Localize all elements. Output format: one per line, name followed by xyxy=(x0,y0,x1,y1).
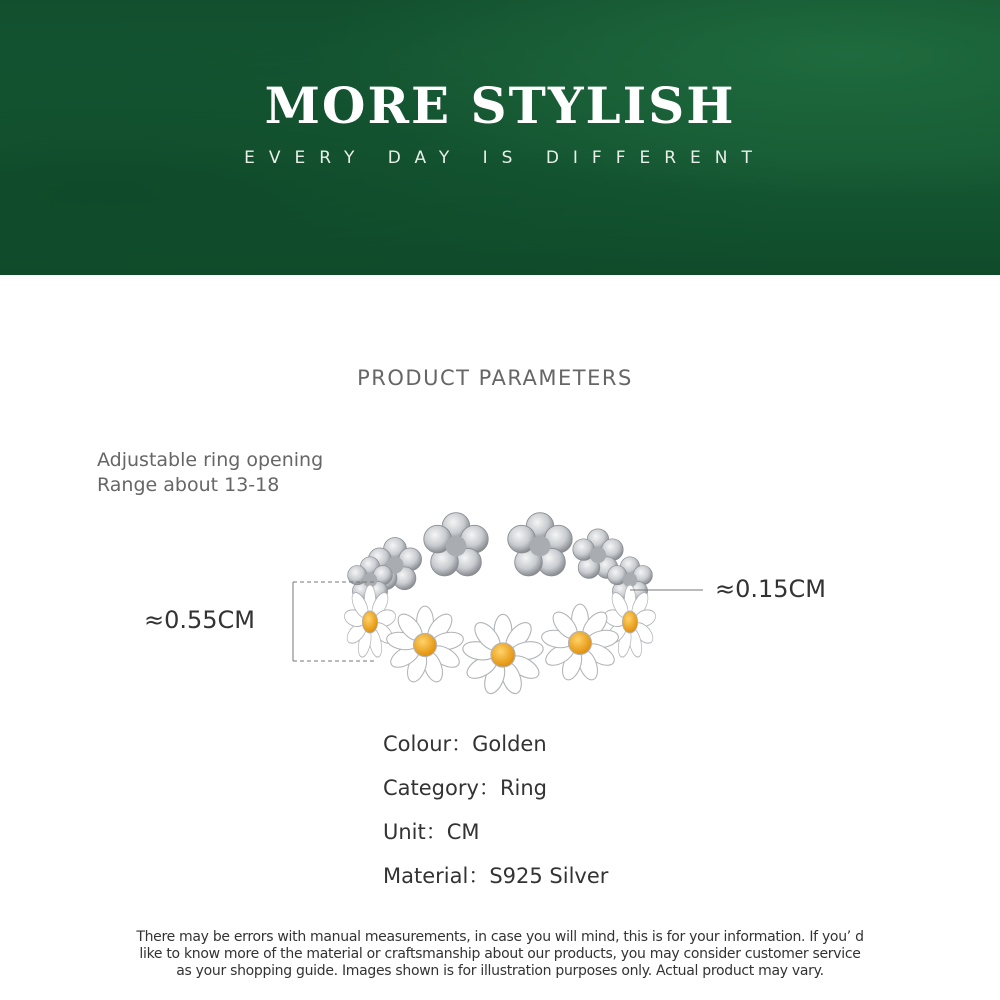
spec-value: S925 Silver xyxy=(489,864,609,888)
thickness-dimension-label: ≈0.15CM xyxy=(715,575,827,603)
spec-value: CM xyxy=(446,820,480,844)
note-line-1: Adjustable ring opening xyxy=(97,449,324,471)
banner-subtitle: EVERY DAY IS DIFFERENT xyxy=(244,148,766,168)
spec-value: Ring xyxy=(499,776,548,800)
spec-unit xyxy=(383,816,608,860)
spec-label: Category： xyxy=(383,776,500,800)
spec-label: Unit： xyxy=(383,820,447,844)
section-title: PRODUCT PARAMETERS xyxy=(357,366,633,390)
height-dimension-label: ≈0.55CM xyxy=(144,606,256,634)
disclaimer-line-1: There may be errors with manual measurements, in case you will mind, this is for your information. If you’ d xyxy=(136,929,864,945)
disclaimer-text xyxy=(100,929,900,980)
note-line-2: Range about 13-18 xyxy=(97,474,280,496)
spec-label: Colour： xyxy=(383,732,473,756)
disclaimer-line-2: like to know more of the material or craftsmanship about our products, you may consider customer service xyxy=(139,946,861,962)
ring-back-band xyxy=(348,513,653,601)
disclaimer-line-3: as your shopping guide. Images shown is for illustration purposes only. Actual product may vary. xyxy=(176,963,824,979)
spec-list xyxy=(383,728,608,904)
banner-title: MORE STYLISH xyxy=(264,76,736,135)
spec-label: Material： xyxy=(383,864,490,888)
spec-colour xyxy=(383,728,608,772)
spec-value: Golden xyxy=(472,732,547,756)
ring-front-daisies xyxy=(344,585,657,696)
spec-material xyxy=(383,860,608,904)
spec-category xyxy=(383,772,608,816)
